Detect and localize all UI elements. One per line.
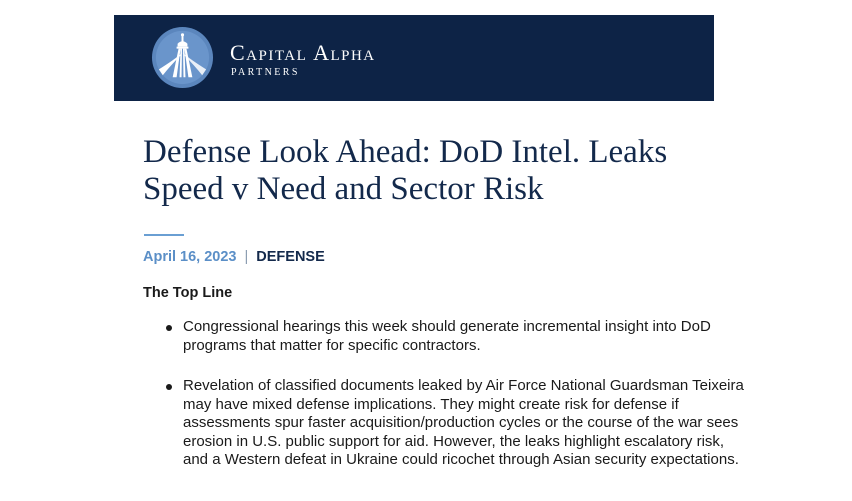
bullet-text: Congressional hearings this week should generate incremental insight into DoD programs that matter for specific contractors. [183, 318, 711, 354]
bullet-icon [166, 384, 172, 390]
bullet-list [163, 318, 753, 492]
title-divider [144, 234, 184, 236]
list-item [163, 318, 753, 355]
list-item [163, 377, 753, 470]
article-category: DEFENSE [256, 249, 325, 265]
article-date: April 16, 2023 [143, 249, 237, 265]
section-heading: The Top Line [143, 285, 233, 301]
capitol-dome-logo-icon [151, 26, 214, 89]
meta-separator: | [244, 249, 249, 265]
bullet-text: Revelation of classified documents leaked by Air Force National Guardsman Teixeira may have mixed defense implications. They might create risk for defense if assessments spur faster acquisition/production cycles or the course of the war sees erosion in U.S. public support for aid. However, the leaks highlight escalatory risk, and a Western defeat in Ukraine could ricochet through Asian security expectations. [183, 377, 744, 468]
article-title: Defense Look Ahead: DoD Intel. Leaks Speed v Need and Sector Risk [143, 134, 668, 207]
brand-subtitle: PARTNERS [231, 67, 300, 78]
brand-name: Capital Alpha [230, 40, 376, 65]
bullet-icon [166, 325, 172, 331]
header-banner [114, 15, 714, 101]
article-meta [143, 248, 325, 266]
